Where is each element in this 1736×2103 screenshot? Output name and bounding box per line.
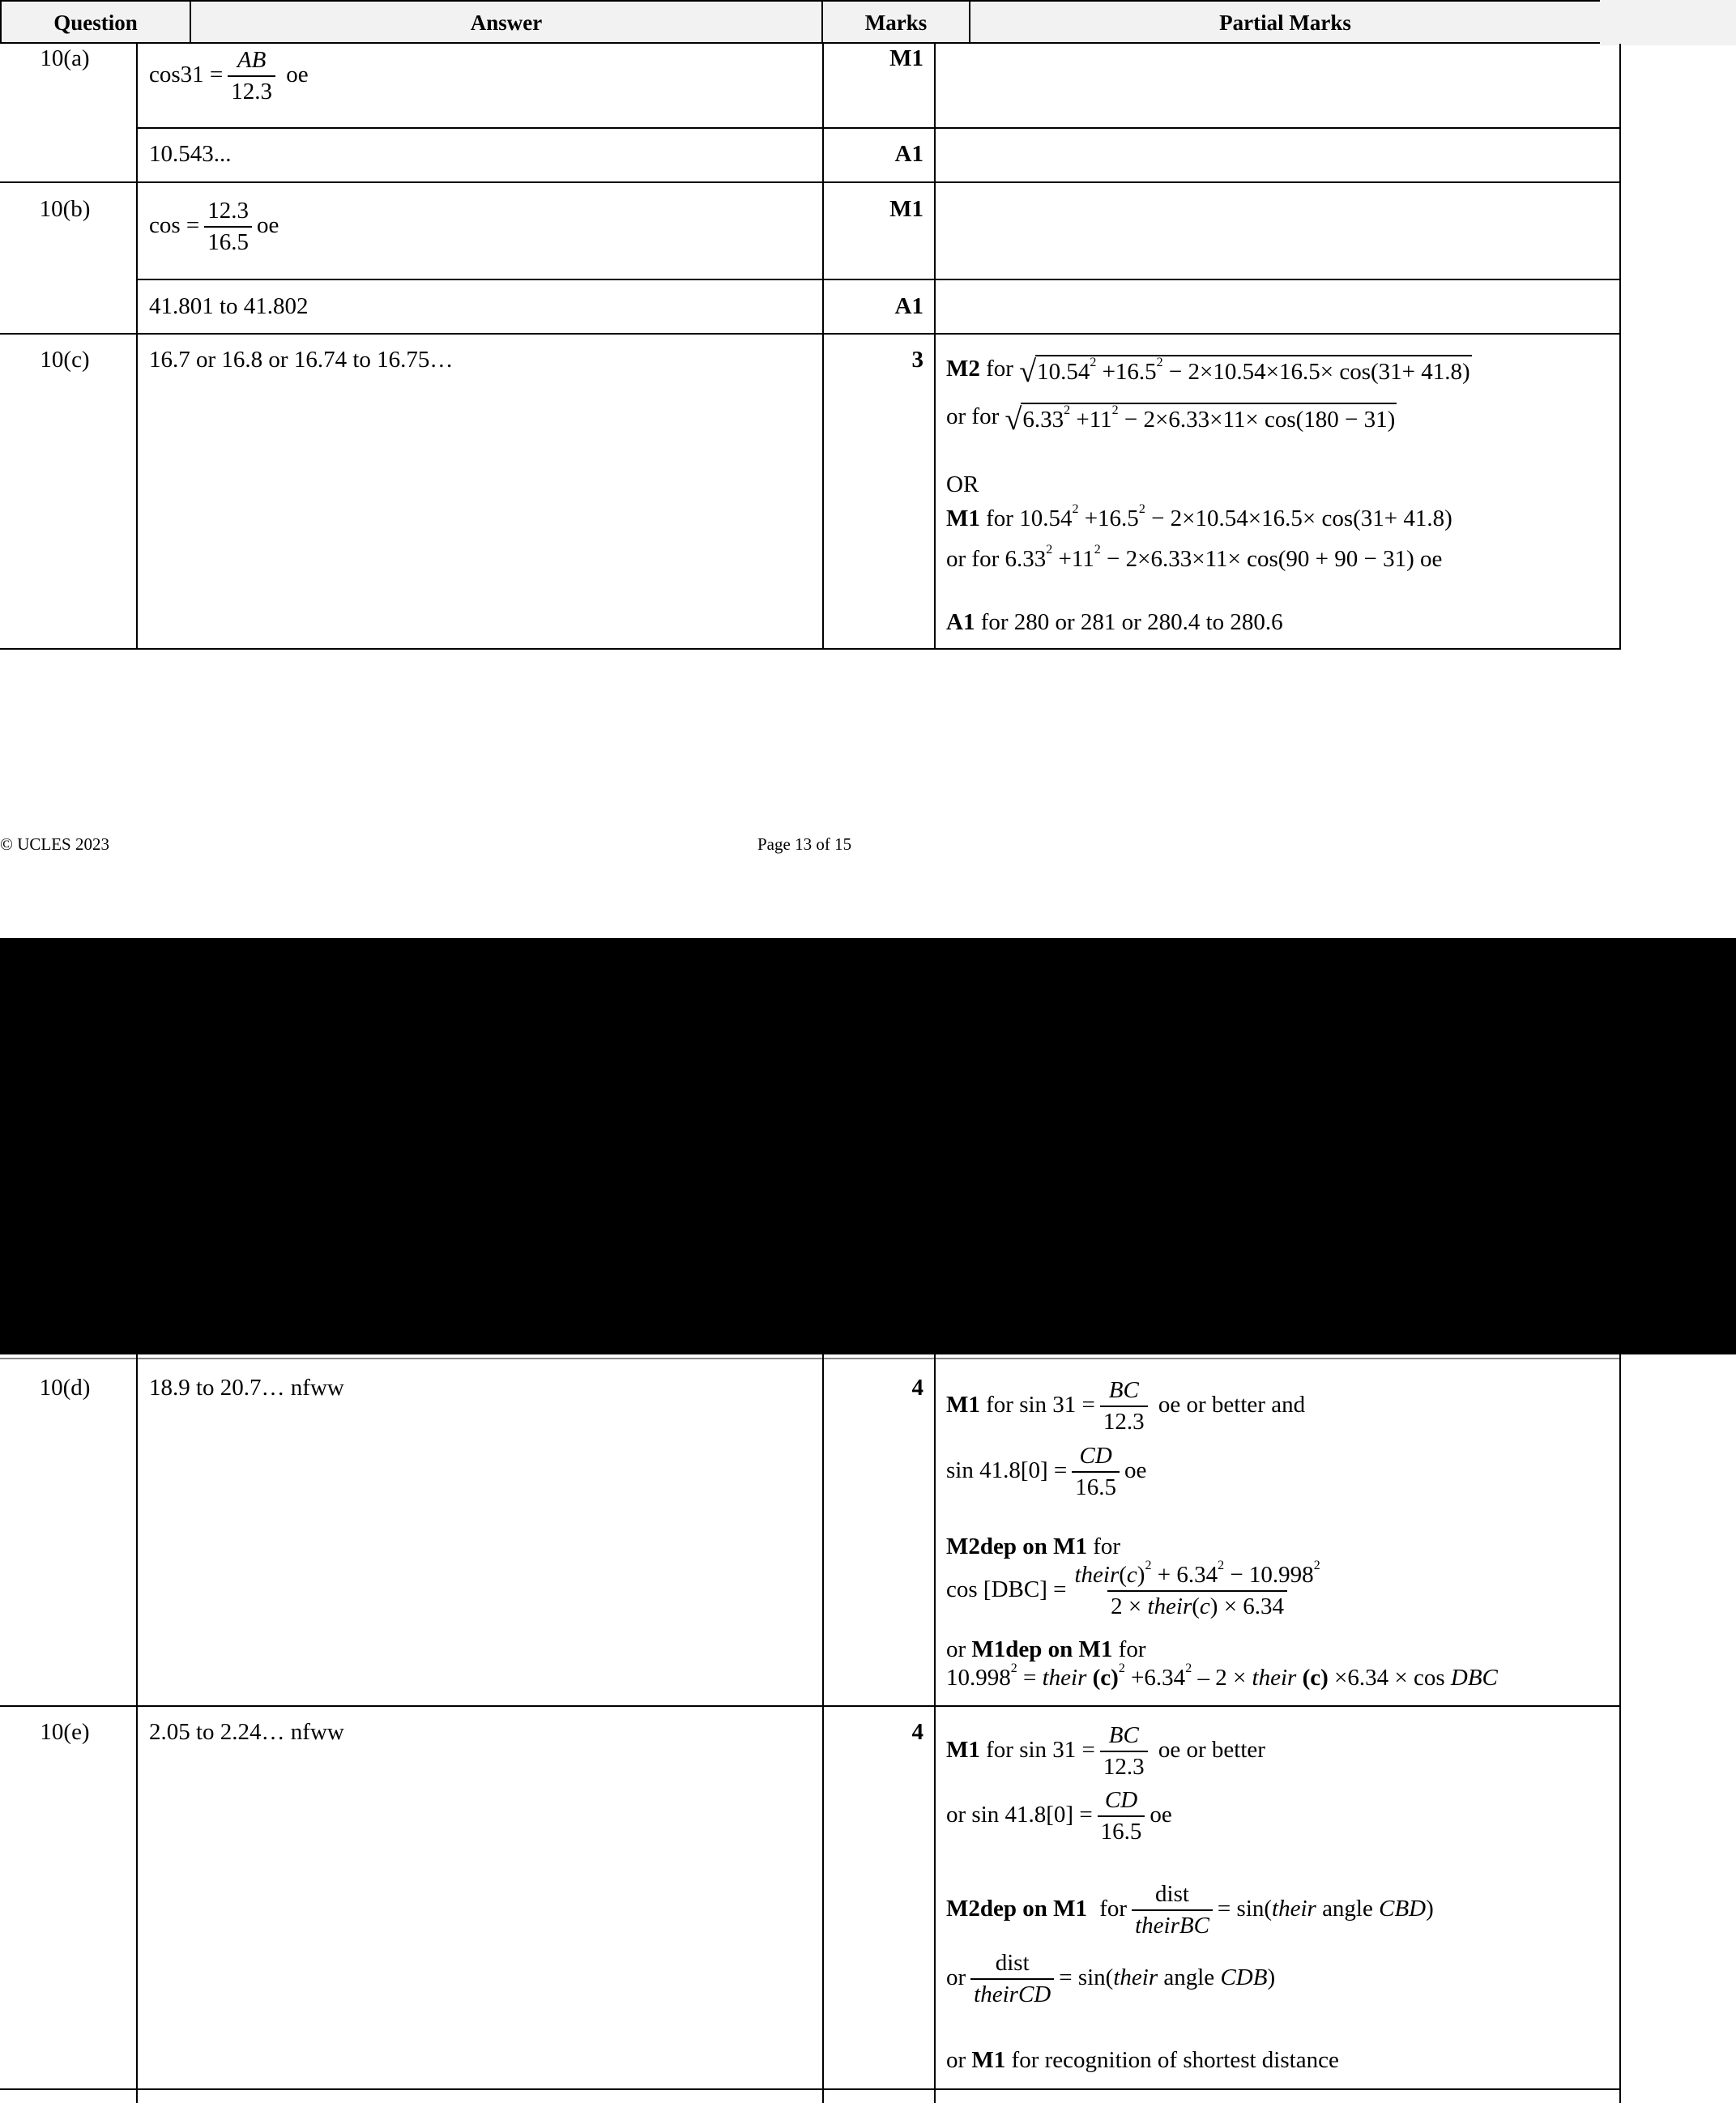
mark-10a-1: M1 xyxy=(889,45,923,71)
partial-10e-m1-label-2: M1 xyxy=(971,2047,1006,2073)
partial-10c-oe: oe xyxy=(1420,546,1443,572)
partial-10c-m2 xyxy=(946,355,1472,389)
partial-10d-m2dep-label: M2dep on M1 xyxy=(946,1534,1087,1559)
answer-10b-oe: oe xyxy=(257,212,279,238)
partial-10c-m1-or-for: or for xyxy=(946,546,1000,572)
partial-10d-m1dep-label: M1dep on M1 xyxy=(971,1636,1113,1662)
partial-10e-sin-cdb: = sin(their angle CDB) xyxy=(1059,1964,1276,1990)
partial-10e-m2dep-for: for xyxy=(1099,1896,1128,1922)
grid-line xyxy=(136,44,138,650)
grid-line xyxy=(136,1354,138,2103)
footer-copyright: © UCLES 2023 xyxy=(0,834,109,854)
fraction-numerator: CD xyxy=(1079,1443,1112,1469)
header-partial-marks: Partial Marks xyxy=(969,0,1602,44)
question-number-10c: 10(c) xyxy=(40,347,90,373)
partial-10c-or-for: or for xyxy=(946,403,1000,429)
partial-10d-fraction-bc xyxy=(1100,1377,1148,1436)
partial-10d-oe: oe xyxy=(1124,1457,1147,1483)
fraction-numerator: $their(c)^2 + 6.34^2 - 10.998^2$ xyxy=(1074,1559,1320,1588)
partial-10d-cosine-rule-fraction xyxy=(1071,1559,1323,1621)
partial-10c-m1-alt xyxy=(946,543,1443,573)
fraction-denominator: 16.5 xyxy=(1072,1471,1120,1501)
partial-10e-shortest-text: for recognition of shortest distance xyxy=(1011,2047,1339,2073)
fraction-numerator: dist xyxy=(1155,1881,1189,1907)
square-root-expression: √ $10.54^2 +16.5^2 - 2\times 10.54\times 16.5\times \cos(31+ 41.8)$ xyxy=(1019,355,1470,389)
answer-10b-value: 41.801 to 41.802 xyxy=(149,293,309,319)
fraction-denominator: 12.3 xyxy=(1100,1406,1148,1435)
answer-10b-fraction xyxy=(204,198,252,257)
partial-10c-m2-label: M2 xyxy=(946,355,980,382)
partial-10c-a1 xyxy=(946,609,1283,636)
grid-line xyxy=(136,127,1621,129)
grid-line xyxy=(934,44,936,650)
partial-10d-m1 xyxy=(946,1377,1305,1436)
partial-10e-or2: or xyxy=(946,2047,966,2073)
partial-10c-for: for xyxy=(986,355,1013,382)
fraction-denominator: 12.3 xyxy=(1100,1751,1148,1781)
partial-10d-m1-label: M1 xyxy=(946,1392,980,1418)
answer-10c: 16.7 or 16.8 or 16.74 to 16.75… xyxy=(149,347,454,373)
answer-10a-oe: oe xyxy=(286,62,309,87)
answer-10d: 18.9 to 20.7… nfww xyxy=(149,1375,344,1401)
partial-10e-m2dep xyxy=(946,1881,1434,1940)
partial-10e-for: for xyxy=(986,1737,1013,1763)
grid-line xyxy=(136,279,1621,280)
partial-10e-or: or xyxy=(946,1964,966,1990)
partial-10e-sin418-lhs: or sin 41.8[0] = xyxy=(946,1802,1093,1828)
partial-10e-m1-label: M1 xyxy=(946,1737,980,1763)
header-marks: Marks xyxy=(821,0,970,44)
mark-10a-2: A1 xyxy=(894,141,923,167)
partial-10e-shortest xyxy=(946,2047,1339,2074)
partial-10e-dist-over-bc xyxy=(1132,1881,1213,1940)
mark-10b-2: A1 xyxy=(894,293,923,319)
partial-10e-sin418 xyxy=(946,1787,1172,1846)
partial-10c-a1-label: A1 xyxy=(946,609,975,635)
partial-10d-m2dep xyxy=(946,1534,1120,1560)
partial-10d-cos-lhs: cos [DBC] = xyxy=(946,1576,1067,1602)
partial-10c-m1-expr: $10.54^2 +16.5^2 - 2\times 10.54\times 16.5\times \cos(31+ 41.8)$ xyxy=(1019,502,1452,531)
answer-10e: 2.05 to 2.24… nfww xyxy=(149,1719,344,1745)
header-answer: Answer xyxy=(190,0,823,44)
partial-10c-a1-text: for 280 or 281 or 280.4 to 280.6 xyxy=(980,609,1283,635)
partial-10e-m2dep-label: M2dep on M1 xyxy=(946,1896,1087,1922)
partial-10e-dist-over-cd xyxy=(970,1950,1054,2009)
answer-10b-lhs: cos = xyxy=(149,212,200,238)
partial-10e-alt xyxy=(946,1950,1275,2009)
partial-10d-m1dep xyxy=(946,1636,1146,1663)
fraction-numerator: AB xyxy=(237,47,267,73)
partial-10e-oe: oe xyxy=(1150,1802,1172,1828)
partial-10c-m1-label: M1 xyxy=(946,505,980,531)
answer-10a-lhs: cos31 = xyxy=(149,62,224,87)
partial-10d-cosine-rule-expanded: $10.998^2$ = their $(c)^2 +6.34^2 - 2$ × their (c) ×6.34 × cos DBC xyxy=(946,1661,1498,1691)
partial-10e-fraction-bc xyxy=(1100,1722,1148,1781)
mark-10e: 4 xyxy=(911,1719,923,1745)
fraction-numerator: dist xyxy=(995,1950,1030,1976)
partial-10d-m1dep-for: for xyxy=(1118,1636,1146,1662)
partial-10d-m2dep-for: for xyxy=(1093,1534,1121,1559)
fraction-denominator: theirBC xyxy=(1132,1909,1213,1939)
partial-10c-m1 xyxy=(946,502,1452,532)
partial-10d-or: or xyxy=(946,1636,966,1662)
partial-10c-m1-alt-expr: $6.33^2 +11^2 - 2\times 6.33\times 11\times \cos(90 + 90 - 31)$ xyxy=(1004,543,1414,572)
partial-10e-sin: sin 31 = xyxy=(1019,1737,1095,1763)
partial-10d-m1-tail: oe or better and xyxy=(1158,1392,1306,1418)
answer-10a-formula xyxy=(149,47,309,106)
fraction-denominator: 2 × their(c) × 6.34 xyxy=(1107,1590,1287,1620)
answer-10a-value: 10.543... xyxy=(149,141,232,167)
grid-line xyxy=(0,2088,1621,2090)
header-strip xyxy=(1600,0,1736,45)
partial-10d-fraction-cd xyxy=(1072,1443,1120,1502)
fraction-denominator: theirCD xyxy=(970,1978,1054,2008)
redaction-band xyxy=(0,938,1736,1354)
mark-10d: 4 xyxy=(911,1375,923,1401)
partial-10e-sin-cbd: = sin(their angle CBD) xyxy=(1217,1896,1434,1922)
grid-line xyxy=(0,333,1621,335)
grid-line xyxy=(0,1358,1621,1359)
partial-10d-sin418 xyxy=(946,1443,1146,1502)
partial-10d-cos-dbc xyxy=(946,1559,1329,1621)
partial-10d-sin: sin 31 = xyxy=(1019,1392,1095,1418)
partial-10c-or: OR xyxy=(946,471,979,497)
header-question: Question xyxy=(0,0,191,44)
grid-line xyxy=(0,648,1621,650)
partial-10d-for: for xyxy=(986,1392,1013,1418)
answer-10b-formula xyxy=(149,198,279,257)
partial-10d-sin418-lhs: sin 41.8[0] = xyxy=(946,1457,1068,1483)
mark-10b-1: M1 xyxy=(889,196,923,222)
question-number-10e: 10(e) xyxy=(40,1719,90,1745)
grid-line xyxy=(0,1705,1621,1707)
footer-page-number: Page 13 of 15 xyxy=(757,834,852,854)
partial-10c-m1-for: for xyxy=(986,505,1013,531)
question-number-10b: 10(b) xyxy=(39,196,91,222)
fraction-denominator: 16.5 xyxy=(1098,1815,1145,1845)
fraction-numerator: BC xyxy=(1108,1377,1139,1403)
mark-10c: 3 xyxy=(911,347,923,373)
grid-line xyxy=(1619,1354,1621,2103)
question-number-10d: 10(d) xyxy=(39,1375,91,1401)
fraction-numerator: CD xyxy=(1104,1787,1138,1813)
fraction-denominator: 16.5 xyxy=(204,226,252,256)
grid-line xyxy=(1619,44,1621,650)
partial-10c-alt-m2 xyxy=(946,403,1397,437)
question-number-10a: 10(a) xyxy=(40,45,90,71)
answer-10a-fraction xyxy=(228,47,275,106)
square-root-expression: √ $6.33^2 +11^2 - 2\times 6.33\times 11\times \cos(180 - 31)$ xyxy=(1004,403,1396,437)
grid-line xyxy=(934,1354,936,2103)
partial-10e-fraction-cd xyxy=(1098,1787,1145,1846)
fraction-numerator: BC xyxy=(1108,1722,1139,1748)
grid-line xyxy=(0,181,1621,183)
fraction-numerator: 12.3 xyxy=(207,198,250,224)
fraction-denominator: 12.3 xyxy=(228,75,275,105)
partial-10e-m1 xyxy=(946,1722,1265,1781)
partial-10e-m1-tail: oe or better xyxy=(1158,1737,1265,1763)
